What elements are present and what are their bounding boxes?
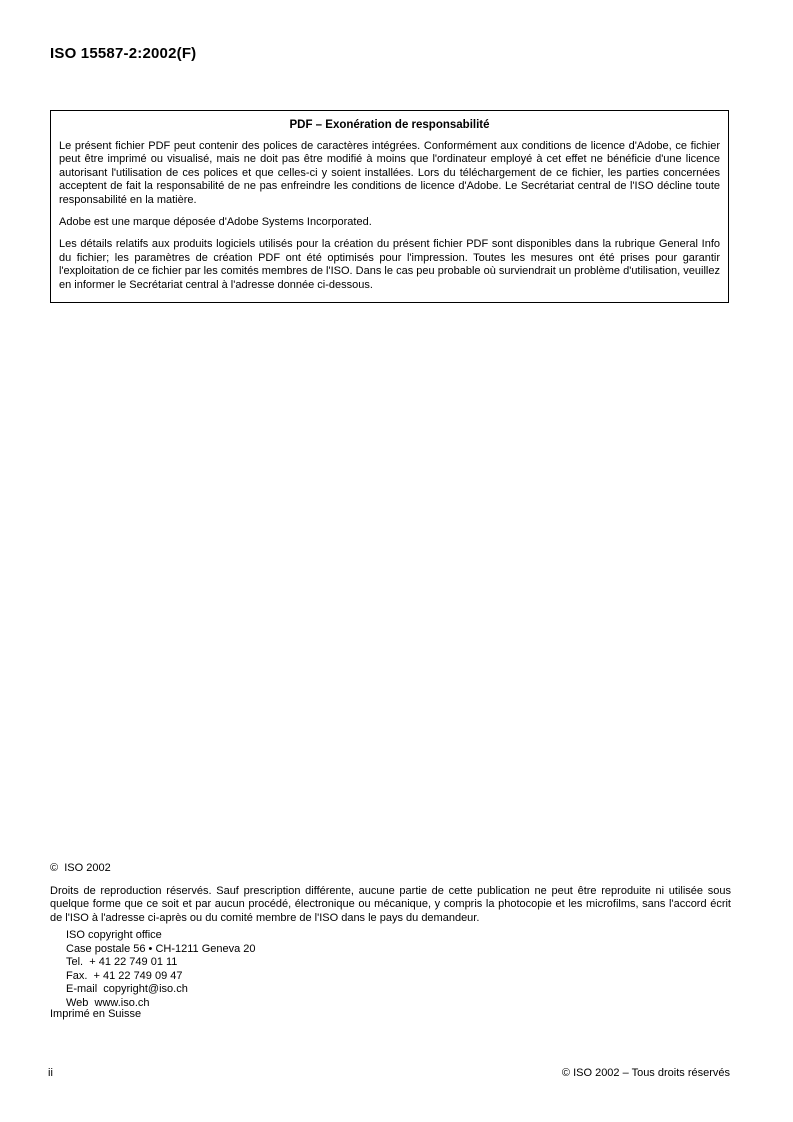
disclaimer-title: PDF – Exonération de responsabilité [289, 119, 490, 131]
printed-in-notice: Imprimé en Suisse [50, 1008, 142, 1020]
document-reference-header: ISO 15587-2:2002(F) [50, 45, 197, 62]
copyright-notice: © ISO 2002 [50, 862, 111, 874]
disclaimer-paragraph-3: Les détails relatifs aux produits logiciels utilisés pour la création du présent fichier PDF sont disponibles dans la rubrique General Info du fichier; les paramètres de création PDF ont été optimisés pour l'impression. Toutes les mesures ont été prises pour garantir l'exploitation de ce fichier par les comités membres de l'ISO. Dans le cas peu probable où surviendrait un problème d'utilisation, veuillez en informer le Secrétariat central à l'adresse donnée ci-dessous. [59, 238, 720, 291]
address-line-email: E-mail copyright@iso.ch [66, 983, 188, 995]
footer-copyright: © ISO 2002 – Tous droits réservés [561, 1067, 730, 1079]
reproduction-rights-text: Droits de reproduction réservés. Sauf prescription différente, aucune partie de cette publication ne peut être reproduite ni utilisée sous quelque forme que ce soit et par aucun procédé, électronique ou mécanique, y compris la photocopie et les microfilms, sans l'accord écrit de l'ISO à l'adresse ci-après ou du comité membre de l'ISO dans le pays du demandeur. [50, 885, 731, 924]
disclaimer-paragraph-1: Le présent fichier PDF peut contenir des polices de caractères intégrées. Conformément aux conditions de licence d'Adobe, ce fichier peut être imprimé ou visualisé, mais ne doit pas être modifié à moins que l'ordinateur employé à cet effet ne bénéficie d'une licence autorisant l'utilisation de ces polices et que celles-ci y soient installées. Lors du téléchargement de ce fichier, les parties concernées acceptent de fait la responsabilité de ne pas enfreindre les conditions de licence d'Adobe. Le Secrétariat central de l'ISO décline toute responsabilité en la matière. [59, 140, 720, 206]
pdf-disclaimer-box [50, 110, 729, 303]
disclaimer-paragraph-2: Adobe est une marque déposée d'Adobe Systems Incorporated. [59, 216, 372, 229]
address-line-tel: Tel. + 41 22 749 01 11 [66, 956, 178, 968]
iso-address-block [66, 929, 256, 1010]
address-line-postal: Case postale 56 • CH-1211 Geneva 20 [66, 942, 256, 955]
address-line-fax: Fax. + 41 22 749 09 47 [66, 969, 183, 982]
page-number: ii [48, 1067, 53, 1079]
address-line-office: ISO copyright office [66, 929, 162, 941]
address-line-web: Web www.iso.ch [66, 996, 150, 1009]
